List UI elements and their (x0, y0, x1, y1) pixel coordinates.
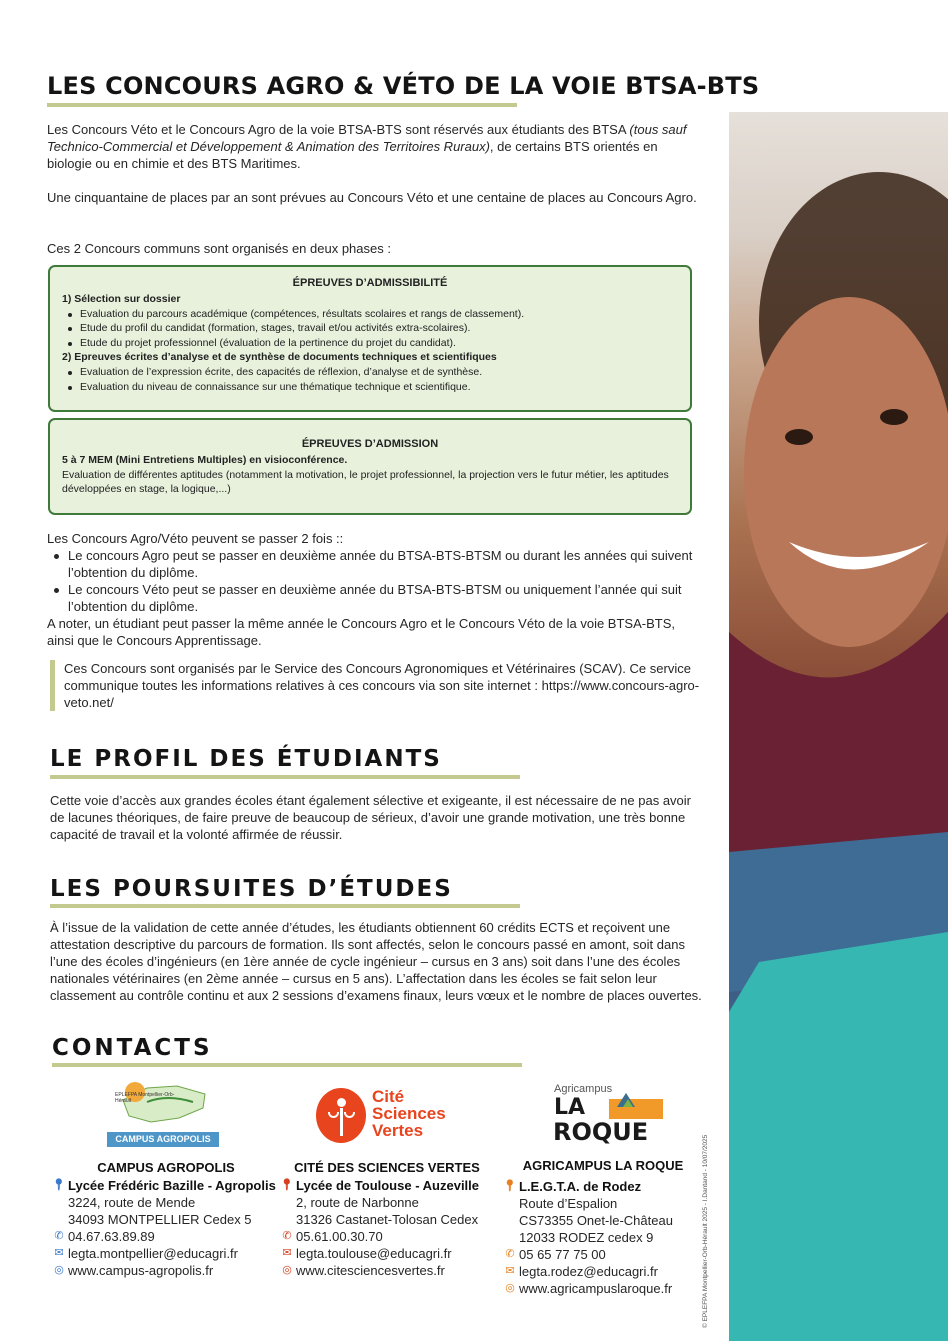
phone-number: 05.61.00.30.70 (296, 1229, 383, 1244)
admission-title: ÉPREUVES D’ADMISSION (301, 438, 439, 450)
address-line-2: 31326 Castanet-Tolosan Cedex (296, 1212, 479, 1227)
poursuites-underline (50, 904, 520, 908)
contact-address (280, 1211, 495, 1228)
mail-icon: ✉ (505, 1265, 515, 1277)
passage-list (47, 547, 702, 615)
location-pin-icon: 📍︎ (280, 1179, 294, 1191)
intro-text-end: , de certains BTS orientés en biologie ou en chimie et des BTS Maritimes. (47, 139, 658, 171)
agropolis-map-icon (107, 1078, 219, 1133)
address-line-1: Route d’Espalion (519, 1196, 618, 1211)
address-line-2: CS73355 Onet-le-Château (519, 1213, 673, 1228)
contact-school (280, 1177, 495, 1194)
student-photo (729, 112, 948, 1341)
list-item: Le concours Véto peut se passer en deuxième année du BTSA-BTS-BTSM ou uniquement l’année qui suit l’obtention du diplôme. (68, 581, 702, 615)
phone-number: 05 65 77 75 00 (519, 1247, 606, 1262)
intro-paragraph-1 (47, 121, 702, 172)
email-link[interactable]: legta.toulouse@educagri.fr (296, 1246, 452, 1261)
student-portrait-image (729, 112, 948, 1341)
list-item: Evaluation de l’expression écrite, des capacités de réflexion, d’analyse et de synthèse. (80, 365, 678, 380)
admission-subtitle: 5 à 7 MEM (Mini Entretiens Multiples) en visioconférence. (62, 454, 348, 466)
admissibilite-box (48, 265, 692, 412)
web-link[interactable]: www.campus-agropolis.fr (68, 1263, 214, 1278)
passage-section (47, 530, 702, 649)
contact-email[interactable] (503, 1263, 703, 1280)
location-pin-icon: 📍︎ (503, 1180, 517, 1192)
admissibilite-section-1-list (62, 307, 678, 351)
profil-heading: LE PROFIL DES ÉTUDIANTS (50, 746, 442, 772)
school-name: L.E.G.T.A. de Rodez (519, 1179, 642, 1194)
globe-icon: ◎ (505, 1282, 515, 1294)
contacts-underline (52, 1063, 522, 1067)
mail-icon: ✉ (282, 1247, 292, 1259)
csv-logo-line-2: Sciences (372, 1104, 446, 1123)
globe-icon: ◎ (54, 1264, 64, 1276)
title-underline (47, 103, 517, 107)
list-item: Le concours Agro peut se passer en deuxième année du BTSA-BTS-BTSM ou durant les années qui suivent l’obtention du diplôme. (68, 547, 702, 581)
contact-school (52, 1177, 280, 1194)
contact-school (503, 1178, 703, 1195)
csv-circle-icon (316, 1088, 366, 1143)
agropolis-logo-small: EPLEFPA Montpellier-Orb-Hérault (115, 1092, 175, 1104)
globe-icon: ◎ (282, 1264, 292, 1276)
web-link[interactable]: www.citesciencesvertes.fr (296, 1263, 445, 1278)
passage-intro: Les Concours Agro/Véto peuvent se passer 2 fois :: (47, 531, 344, 546)
school-name: Lycée Frédéric Bazille - Agropolis (68, 1178, 276, 1193)
contact-block-csv (280, 1177, 495, 1279)
contact-web[interactable] (503, 1280, 703, 1297)
copyright-credit: © EPLEFPA Montpellier-Orb-Hérault 2025 - I.Dantand - 10/07/2025 (702, 1134, 709, 1328)
contact-address (52, 1194, 280, 1211)
phone-icon: ✆ (54, 1230, 64, 1242)
contact-web[interactable] (280, 1262, 495, 1279)
agricampus-la-roque-logo (553, 1083, 665, 1149)
poursuites-heading: LES POURSUITES D’ÉTUDES (50, 876, 453, 902)
contact-address (503, 1212, 703, 1229)
address-line-1: 2, route de Narbonne (296, 1195, 419, 1210)
admissibilite-section-2-title: 2) Epreuves écrites d’analyse et de synthèse de documents techniques et scientifiques (62, 351, 497, 364)
contact-web[interactable] (52, 1262, 280, 1279)
laroque-logo-line-1: LA (554, 1095, 586, 1120)
contact-block-laroque (503, 1178, 703, 1297)
admissibilite-title: ÉPREUVES D’ADMISSIBILITÉ (292, 277, 448, 289)
contact-email[interactable] (280, 1245, 495, 1262)
intro-text-italic: (tous sauf Technico-Commercial et Développement & Animation des Territoires Ruraux) (47, 122, 687, 154)
email-link[interactable]: legta.rodez@educagri.fr (519, 1264, 658, 1279)
admission-box (48, 418, 692, 515)
agropolis-logo-band: CAMPUS AGROPOLIS (107, 1132, 219, 1147)
email-link[interactable]: legta.montpellier@educagri.fr (68, 1246, 239, 1261)
intro-text-start: Les Concours Véto et le Concours Agro de la voie BTSA-BTS sont réservés aux étudiants des BTSA (47, 122, 630, 137)
csv-logo-line-1: Cité (372, 1087, 405, 1106)
school-name: Lycée de Toulouse - Auzeville (296, 1178, 480, 1193)
laroque-mountain-icon (617, 1093, 635, 1107)
passage-note: A noter, un étudiant peut passer la même année le Concours Agro et le Concours Véto de la voie BTSA-BTS, ainsi que le Concours Apprentissage. (47, 616, 675, 648)
address-line-1: 3224, route de Mende (68, 1195, 196, 1210)
list-item: Etude du profil du candidat (formation, stages, travail et/ou activités extra-scolaires). (80, 321, 678, 336)
contact-phone (280, 1228, 495, 1245)
contacts-heading: CONTACTS (52, 1035, 213, 1061)
contact-email[interactable] (52, 1245, 280, 1262)
contact-address (280, 1194, 495, 1211)
list-item: Evaluation du niveau de connaissance sur une thématique technique et scientifique. (80, 380, 678, 395)
admission-text: Evaluation de différentes aptitudes (notamment la motivation, le projet professionnel, la projection vers le futur métier, les aptitudes développées en stage, la logique,...) (62, 468, 669, 496)
profil-text: Cette voie d’accès aux grandes écoles étant également sélective et exigeante, il est nécessaire de ne pas avoir de lacunes théoriques, de faire preuve de beaucoup de sérieux, d’avoir une grande motivation, une très bonne capacité de travail et la volonté affirmée de réussir. (50, 793, 691, 842)
profil-underline (50, 775, 520, 779)
contact-name-csv: CITÉ DES SCIENCES VERTES (294, 1160, 480, 1175)
web-link[interactable]: www.agricampuslaroque.fr (519, 1281, 673, 1296)
list-item: Evaluation du parcours académique (compétences, résultats scolaires et rangs de classement). (80, 307, 678, 322)
admissibilite-section-1-title: 1) Sélection sur dossier (62, 293, 181, 305)
laroque-logo-top: Agricampus (554, 1083, 613, 1095)
page-title: LES CONCOURS AGRO & VÉTO DE LA VOIE BTSA-BTS (47, 72, 760, 100)
cite-sciences-vertes-logo (314, 1086, 464, 1148)
laroque-logo-line-2: ROQUE (553, 1118, 649, 1146)
phone-number: 04.67.63.89.89 (68, 1229, 155, 1244)
contact-phone (52, 1228, 280, 1245)
campus-agropolis-logo (107, 1078, 219, 1148)
phone-icon: ✆ (505, 1248, 515, 1260)
contact-phone (503, 1246, 703, 1263)
list-item: Etude du projet professionnel (évaluation de la pertinence du projet du candidat). (80, 336, 678, 351)
admissibilite-section-2-list (62, 365, 678, 394)
contact-name-agropolis: CAMPUS AGROPOLIS (97, 1160, 235, 1175)
contact-block-agropolis (52, 1177, 280, 1279)
contact-name-laroque: AGRICAMPUS LA ROQUE (522, 1158, 684, 1173)
csv-logo-line-3: Vertes (372, 1121, 424, 1140)
address-line-3: 12033 RODEZ cedex 9 (519, 1230, 654, 1245)
location-pin-icon: 📍︎ (52, 1179, 66, 1191)
intro-paragraph-3: Ces 2 Concours communs sont organisés en deux phases : (47, 241, 391, 256)
poursuites-text: À l’issue de la validation de cette année d’études, les étudiants obtiennent 60 crédits ECTS et reçoivent une attestation descriptive du parcours de formation. Ils sont affectés, selon le concours passé en amont, soit dans l’une des écoles d’ingénieurs (en 1ère année de cycle ingénieur – cursus en 3 ans) soit dans l’une des écoles nationales vétérinaires (en 2ème année – cursus en 5 ans). L’affectation dans les écoles se fait selon leur classement au contrôle continu et aux 2 sessions d’examens finaux, leurs vœux et le nombre de places ouvertes. (50, 920, 702, 1003)
phone-icon: ✆ (282, 1230, 292, 1242)
contact-address (503, 1229, 703, 1246)
address-line-2: 34093 MONTPELLIER Cedex 5 (68, 1212, 252, 1227)
contact-address (503, 1195, 703, 1212)
scav-quote: Ces Concours sont organisés par le Service des Concours Agronomiques et Vétérinaires (SCAV). Ce service communique toutes les informations relatives à ces concours via son site internet : https://www.concours-agro-veto.net/ (50, 660, 700, 711)
mail-icon: ✉ (54, 1247, 64, 1259)
contact-address (52, 1211, 280, 1228)
intro-paragraph-2: Une cinquantaine de places par an sont prévues au Concours Véto et une centaine de places au Concours Agro. (47, 190, 697, 205)
